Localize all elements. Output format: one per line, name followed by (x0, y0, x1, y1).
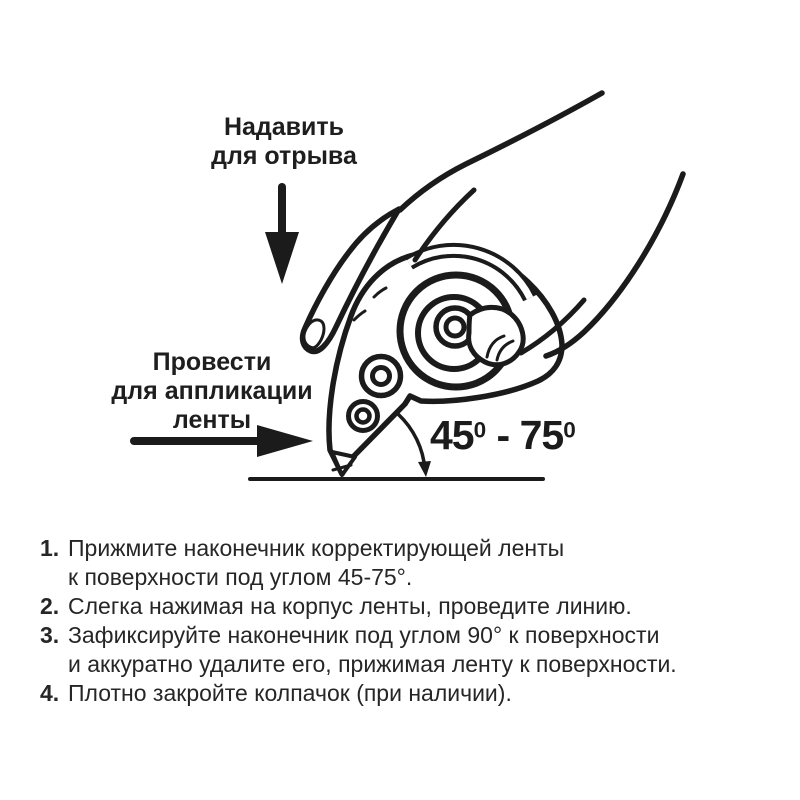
step-text: Зафиксируйте наконечник под углом 90° к поверхности и аккуратно удалите его, прижимая ленту к поверхности. (68, 622, 677, 677)
draw-label: Провести для аппликации ленты (111, 348, 313, 434)
angle-dash: - (486, 412, 520, 458)
instruction-step-1 (40, 534, 775, 592)
instruction-list (40, 534, 775, 708)
angle-base-2: 75 (519, 412, 564, 458)
back-of-hand-line (400, 93, 602, 210)
applicator-tip (332, 452, 355, 475)
down-arrow-icon (265, 187, 299, 284)
spool-hub (446, 318, 464, 336)
step-number: 3. (40, 622, 60, 648)
roller-upper-outer (362, 357, 401, 396)
instruction-step-3 (40, 621, 775, 679)
index-fingertip (469, 307, 524, 364)
step-text: Прижмите наконечник корректирующей ленты к поверхности под углом 45-75°. (68, 535, 565, 590)
step-number: 1. (40, 535, 60, 561)
angle-sup-1: 0 (473, 417, 487, 443)
instruction-step-2 (40, 592, 775, 621)
step-number: 4. (40, 680, 60, 706)
wrist-side-contour (546, 174, 683, 356)
instruction-step-4 (40, 679, 775, 708)
angle-base-1: 45 (430, 412, 474, 458)
angle-sup-2: 0 (563, 417, 576, 443)
angle-label (430, 412, 576, 459)
step-text: Слегка нажимая на корпус ленты, проведите линию. (68, 593, 632, 619)
step-text: Плотно закройте колпачок (при наличии). (68, 680, 512, 706)
press-label: Надавить для отрыва (211, 113, 357, 170)
roller-lower-outer (349, 402, 378, 431)
step-number: 2. (40, 593, 60, 619)
